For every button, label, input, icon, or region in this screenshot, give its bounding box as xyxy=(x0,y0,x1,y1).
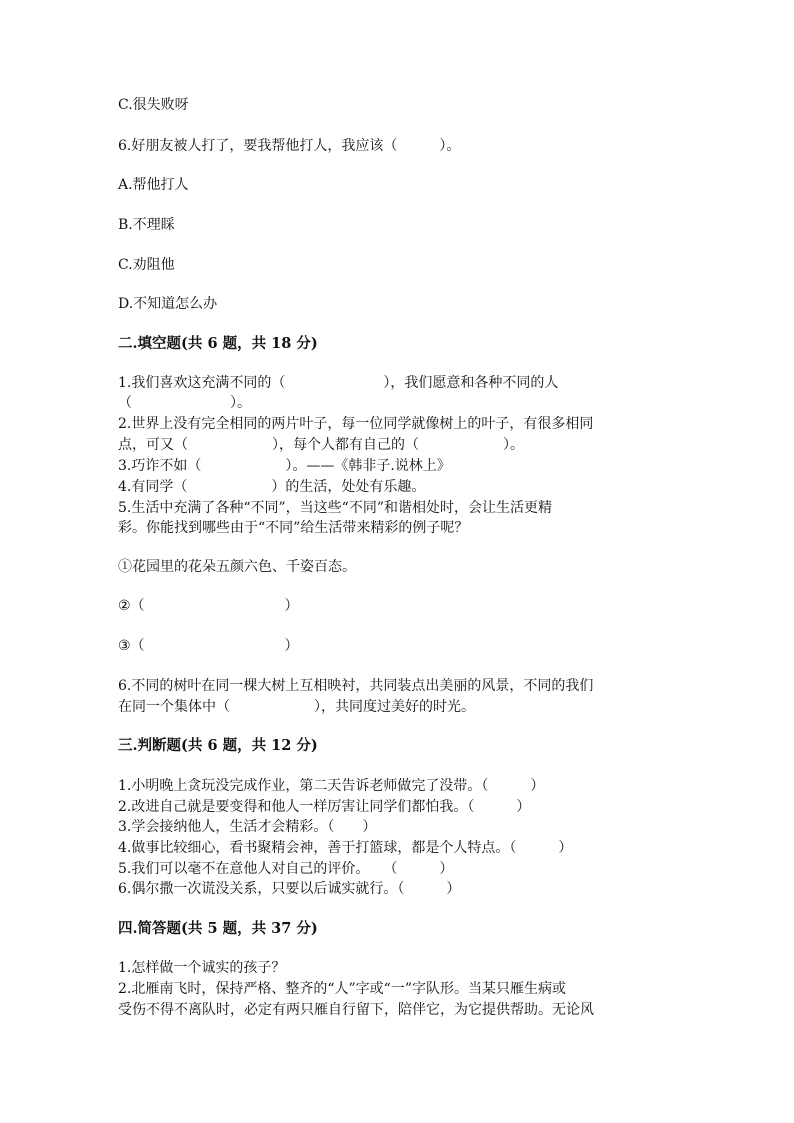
option-a: A.帮他打人 xyxy=(118,177,189,193)
short-q2-line1: 2.北雁南飞时，保持严格、整齐的“人”字或“一”字队形。当某只雁生病或 xyxy=(118,981,566,997)
option-d: D.不知道怎么办 xyxy=(118,296,218,312)
section-heading-fill-in: 二.填空题(共 6 题，共 18 分) xyxy=(118,335,318,352)
fill-q5-example-1: ①花园里的花朵五颜六色、千姿百态。 xyxy=(118,559,356,575)
option-c: C.劝阻他 xyxy=(118,257,175,273)
fill-q6-line1: 6.不同的树叶在同一棵大树上互相映衬，共同装点出美丽的风景，不同的我们 xyxy=(118,678,594,694)
fill-q5-line1: 5.生活中充满了各种“不同”，当这些“不同”和谐相处时，会让生活更精 xyxy=(118,500,552,516)
fill-q4: 4.有同学（ ）的生活，处处有乐趣。 xyxy=(118,479,426,495)
option-c-prev: C.很失败呀 xyxy=(118,97,189,113)
fill-q1-line2: （ ）。 xyxy=(118,395,251,411)
short-q2-line2: 受伤不得不离队时，必定有两只雁自行留下，陪伴它，为它提供帮助。无论风 xyxy=(118,1002,594,1018)
fill-q5-line2: 彩。你能找到哪些由于“不同”给生活带来精彩的例子呢？ xyxy=(118,520,469,536)
fill-q2-line2: 点，可又（ ），每个人都有自己的（ ）。 xyxy=(118,437,524,453)
judge-q2: 2.改进自己就是要变得和他人一样厉害让同学们都怕我。（ ） xyxy=(118,799,531,815)
short-q1: 1.怎样做一个诚实的孩子？ xyxy=(118,960,286,976)
option-b: B.不理睬 xyxy=(118,217,175,233)
judge-q1: 1.小明晚上贪玩没完成作业，第二天告诉老师做完了没带。（ ） xyxy=(118,778,545,794)
fill-q6-line2: 在同一个集体中（ ），共同度过美好的时光。 xyxy=(118,699,475,715)
fill-q2-line1: 2.世界上没有完全相同的两片叶子，每一位同学就像树上的叶子，有很多相同 xyxy=(118,416,594,432)
fill-q5-example-3: ③（ ） xyxy=(118,638,299,654)
judge-q5: 5.我们可以毫不在意他人对自己的评价。 （ ） xyxy=(118,861,454,877)
section-heading-true-false: 三.判断题(共 6 题，共 12 分) xyxy=(118,737,318,754)
judge-q3: 3.学会接纳他人，生活才会精彩。（ ） xyxy=(118,819,377,835)
question-6-stem: 6.好朋友被人打了，要我帮他打人，我应该（ ）。 xyxy=(118,138,461,154)
fill-q3: 3.巧诈不如（ ）。——《韩非子.说林上》 xyxy=(118,458,451,474)
fill-q5-example-2: ②（ ） xyxy=(118,598,299,614)
section-heading-short-answer: 四.简答题(共 5 题，共 37 分) xyxy=(118,920,318,937)
fill-q1-line1: 1.我们喜欢这充满不同的（ ），我们愿意和各种不同的人 xyxy=(118,375,559,391)
judge-q4: 4.做事比较细心，看书聚精会神，善于打篮球，都是个人特点。（ ） xyxy=(118,840,573,856)
judge-q6: 6.偶尔撒一次谎没关系，只要以后诚实就行。（ ） xyxy=(118,881,461,897)
